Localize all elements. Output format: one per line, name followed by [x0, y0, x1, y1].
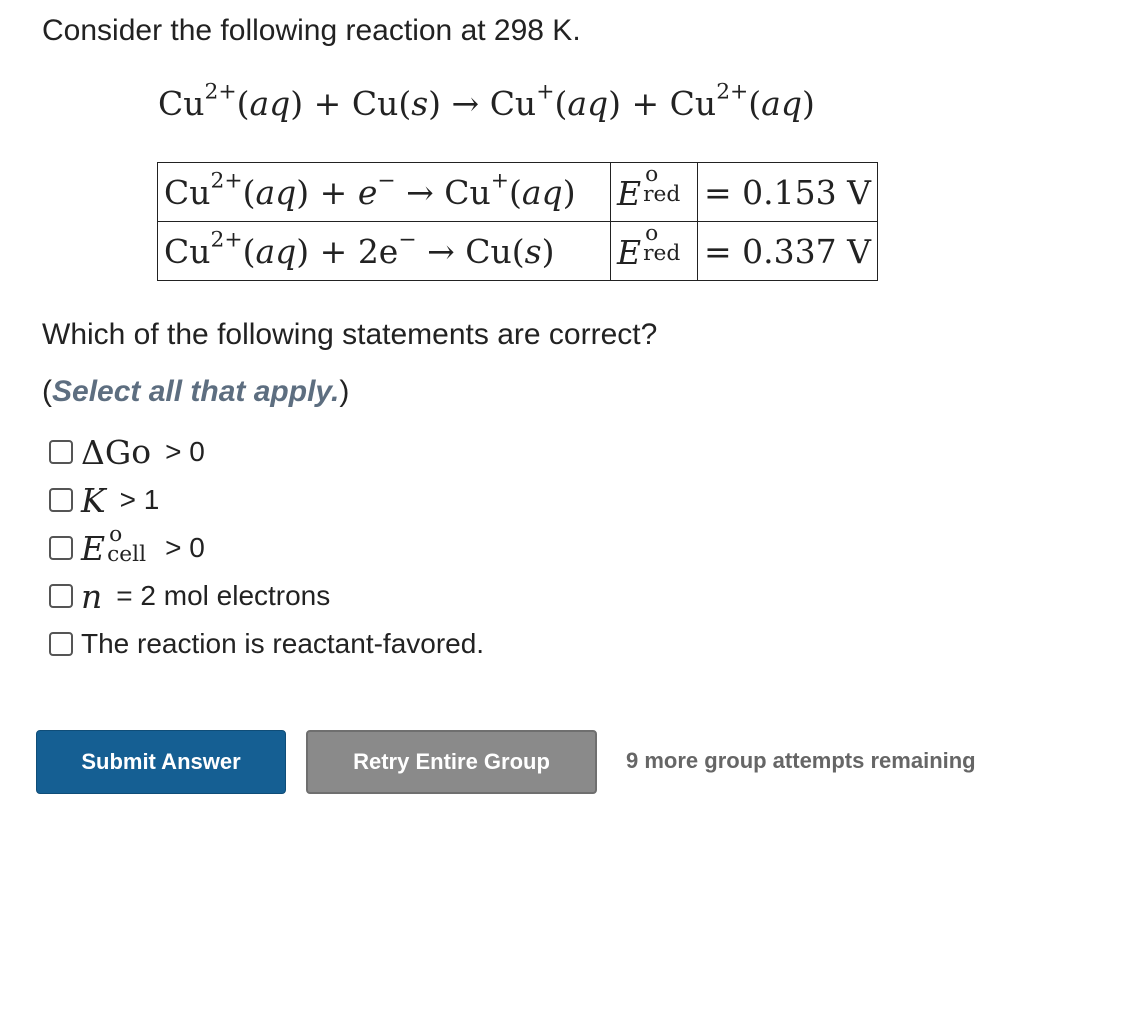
half-reaction-row: [158, 222, 878, 281]
submit-answer-button[interactable]: Submit Answer: [36, 730, 286, 794]
option-sub: cell: [107, 542, 147, 568]
half-reaction-row: [158, 163, 878, 222]
option-sup: o: [109, 521, 123, 547]
species: Cu: [164, 172, 211, 212]
option-symbol: E: [81, 528, 106, 568]
e-sub: red: [643, 182, 681, 208]
checkbox[interactable]: [49, 584, 73, 608]
option-symbol: n: [81, 576, 103, 616]
option-n[interactable]: [49, 572, 484, 620]
state: aq: [255, 231, 297, 271]
option-text: = 2 mol electrons: [116, 580, 331, 611]
reactant2-species: Cu: [351, 84, 399, 123]
checkbox[interactable]: [49, 632, 73, 656]
option-symbol: K: [81, 480, 106, 520]
e-red-value: = 0.153 V: [698, 163, 878, 222]
product1-state: aq: [567, 84, 609, 123]
e-sup: o: [645, 161, 659, 187]
product: Cu: [465, 231, 512, 271]
option-e-cell[interactable]: [49, 521, 484, 572]
instruction-text: [42, 375, 349, 409]
product: Cu: [444, 172, 491, 212]
e-red-symbol: [611, 163, 698, 222]
reactant1-charge: 2+: [204, 79, 237, 105]
paren-close: ): [339, 375, 350, 408]
species: Cu: [164, 231, 211, 271]
charge: 2+: [210, 168, 243, 194]
electrons: e: [357, 172, 378, 212]
attempts-remaining: 9 more group attempts remaining: [626, 748, 976, 773]
product2-charge: 2+: [716, 79, 749, 105]
checkbox[interactable]: [49, 488, 73, 512]
reactant1-species: Cu: [158, 84, 205, 123]
answer-options: [49, 428, 484, 668]
option-text: > 1: [119, 484, 160, 515]
select-all-emphasis: Select all that apply.: [52, 375, 340, 408]
option-delta-g[interactable]: ΔG o > 0: [49, 428, 484, 476]
product1-species: Cu: [489, 84, 537, 123]
overall-reaction: $Cu^{2+}(aq) + Cu(s) \to Cu^+(aq) + Cu^{2+}(aq)$: [158, 79, 815, 123]
reaction-arrow: →: [451, 84, 480, 123]
question-text: Which of the following statements are correct?: [42, 318, 658, 351]
option-k[interactable]: [49, 476, 484, 524]
e-sub: red: [643, 241, 681, 267]
product-state: aq: [521, 172, 563, 212]
half-reaction-equation: $Cu^{2+}(aq) + 2e^- \to Cu(s)$: [158, 222, 611, 281]
reactant2-state: s: [411, 84, 429, 123]
e-symbol: E: [617, 232, 642, 272]
plus-sign: +: [313, 84, 342, 123]
retry-group-button[interactable]: Retry Entire Group: [306, 730, 597, 794]
checkbox[interactable]: [49, 440, 73, 464]
e-symbol: E: [617, 173, 642, 213]
e-red-symbol: [611, 222, 698, 281]
charge: 2+: [210, 227, 243, 253]
option-symbol: ΔG: [81, 432, 132, 472]
product1-charge: +: [536, 79, 555, 105]
reactant1-state: aq: [249, 84, 291, 123]
e-red-value: = 0.337 V: [698, 222, 878, 281]
product2-state: aq: [761, 84, 802, 123]
plus-sign: +: [631, 84, 660, 123]
paren-open: (: [42, 375, 52, 408]
intro-text: Consider the following reaction at 298 K.: [42, 14, 581, 47]
electrons: 2e: [357, 231, 399, 271]
option-text: The reaction is reactant-favored.: [81, 628, 485, 659]
option-text: > 0: [165, 436, 205, 467]
product-state: s: [524, 231, 542, 271]
half-reaction-table: [157, 162, 878, 281]
half-reaction-equation: $Cu^{2+}(aq) + e^- \to Cu^+(aq)$: [158, 163, 611, 222]
product-charge: +: [490, 168, 509, 194]
checkbox[interactable]: [49, 536, 73, 560]
option-text: > 0: [165, 532, 205, 563]
option-reactant-favored[interactable]: [49, 620, 484, 668]
state: aq: [255, 172, 297, 212]
e-sup: o: [645, 220, 659, 246]
product2-species: Cu: [669, 84, 717, 123]
